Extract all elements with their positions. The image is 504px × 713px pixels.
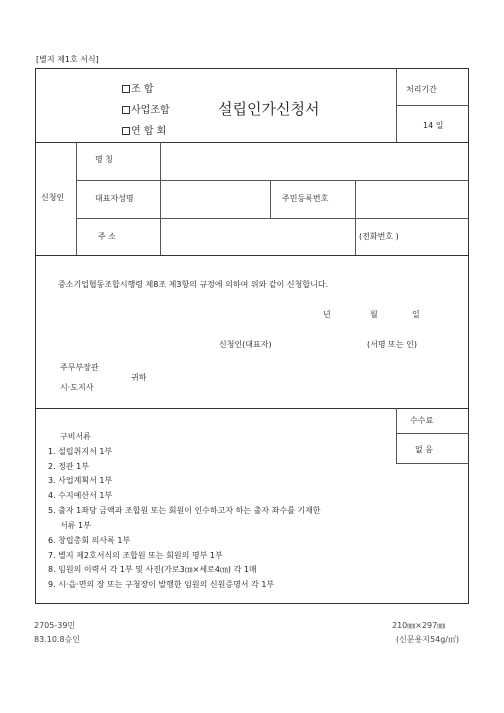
rep-divider-2 (355, 180, 356, 218)
statement-text: 중소기업협동조합시행령 제8조 제3항의 규정에 의하여 위와 같이 신청합니다. (58, 280, 329, 289)
addr-divider (355, 218, 356, 255)
footer-paper-type: (신문용지54g/㎡) (396, 635, 460, 644)
fee-hline-1 (396, 433, 469, 434)
document-item: 7. 별지 제2호서식의 조합원 또는 회원의 명부 1부 (48, 551, 223, 560)
document-item: 5. 출자 1좌당 금액과 조합원 또는 회원이 인수하고자 하는 출자 좌수를 기재한 (48, 506, 321, 515)
document-item: 6. 창립총회 의사록 1부 (48, 536, 131, 545)
day-label: 일 (412, 310, 420, 319)
fee-hline-2 (396, 463, 469, 464)
footer-approval-date: 83.10.8승인 (34, 635, 80, 644)
signature-note: (서명 또는 인) (367, 340, 417, 349)
rep-divider-1 (270, 180, 271, 218)
applicant-bottom (35, 255, 469, 256)
option-union: 조 합 (122, 80, 154, 95)
recipient-minister: 주무부장관 (60, 363, 99, 372)
recipient-governor: 시·도지사 (60, 383, 94, 392)
form-title: 설립인가신청서 (218, 100, 320, 118)
form-label: [별지 제1호 서식] (36, 55, 99, 64)
document-item-continued: 서류 1부 (60, 521, 91, 530)
phone-label: (전화번호 ) (359, 232, 399, 241)
rep-name-field[interactable] (162, 182, 268, 216)
resident-no-field[interactable] (357, 182, 466, 216)
fee-divider (396, 408, 397, 464)
footer-form-number: 2705-39민 (34, 621, 76, 630)
applicant-divider-2 (160, 142, 161, 255)
document-item: 3. 사업계획서 1부 (48, 476, 113, 485)
frame-top (35, 68, 469, 69)
processing-value: 14 일 (423, 121, 444, 130)
checkbox-business-union[interactable] (122, 106, 130, 114)
name-field[interactable] (162, 144, 466, 178)
year-label: 년 (323, 310, 331, 319)
processing-label: 처리기간 (406, 85, 437, 94)
document-item: 8. 임원의 이력서 각 1부 및 사진(가로3㎝×세로4㎝) 각 1매 (48, 565, 257, 574)
rep-name-label: 대표자성명 (95, 194, 134, 203)
document-item: 9. 시·읍·면의 장 또는 구청장이 발행한 임원의 신원증명서 각 1부 (48, 580, 275, 589)
fee-value: 없 음 (415, 445, 433, 454)
option-federation: 연 합 회 (122, 122, 166, 137)
document-item: 1. 설립취지서 1부 (48, 447, 113, 456)
address-field[interactable] (162, 220, 353, 253)
month-label: 월 (370, 310, 378, 319)
header-bottom (35, 142, 469, 143)
statement-bottom (35, 408, 469, 409)
frame-right (468, 68, 469, 604)
document-item: 2. 정관 1부 (48, 462, 89, 471)
fee-label: 수수료 (410, 416, 434, 425)
address-label: 주 소 (98, 232, 116, 241)
resident-no-label: 주민등록번호 (282, 194, 329, 203)
documents-heading: 구비서류 (60, 432, 91, 441)
processing-hline (396, 105, 469, 106)
applicant-divider-1 (76, 142, 77, 255)
applicant-section-label: 신청인 (41, 193, 65, 202)
frame-left (35, 68, 36, 604)
option-business-union: 사업조합 (122, 101, 170, 116)
honorific: 귀하 (131, 373, 147, 382)
applicant-hline-1 (76, 180, 469, 181)
applicant-sign-label: 신청인(대표자) (219, 340, 272, 349)
frame-bottom (35, 603, 469, 604)
applicant-hline-2 (76, 218, 469, 219)
name-label: 명 칭 (95, 155, 113, 164)
footer-paper-size: 210㎜×297㎜ (392, 621, 446, 630)
checkbox-federation[interactable] (122, 127, 130, 135)
checkbox-union[interactable] (122, 85, 130, 93)
document-item: 4. 수지예산서 1부 (48, 491, 113, 500)
